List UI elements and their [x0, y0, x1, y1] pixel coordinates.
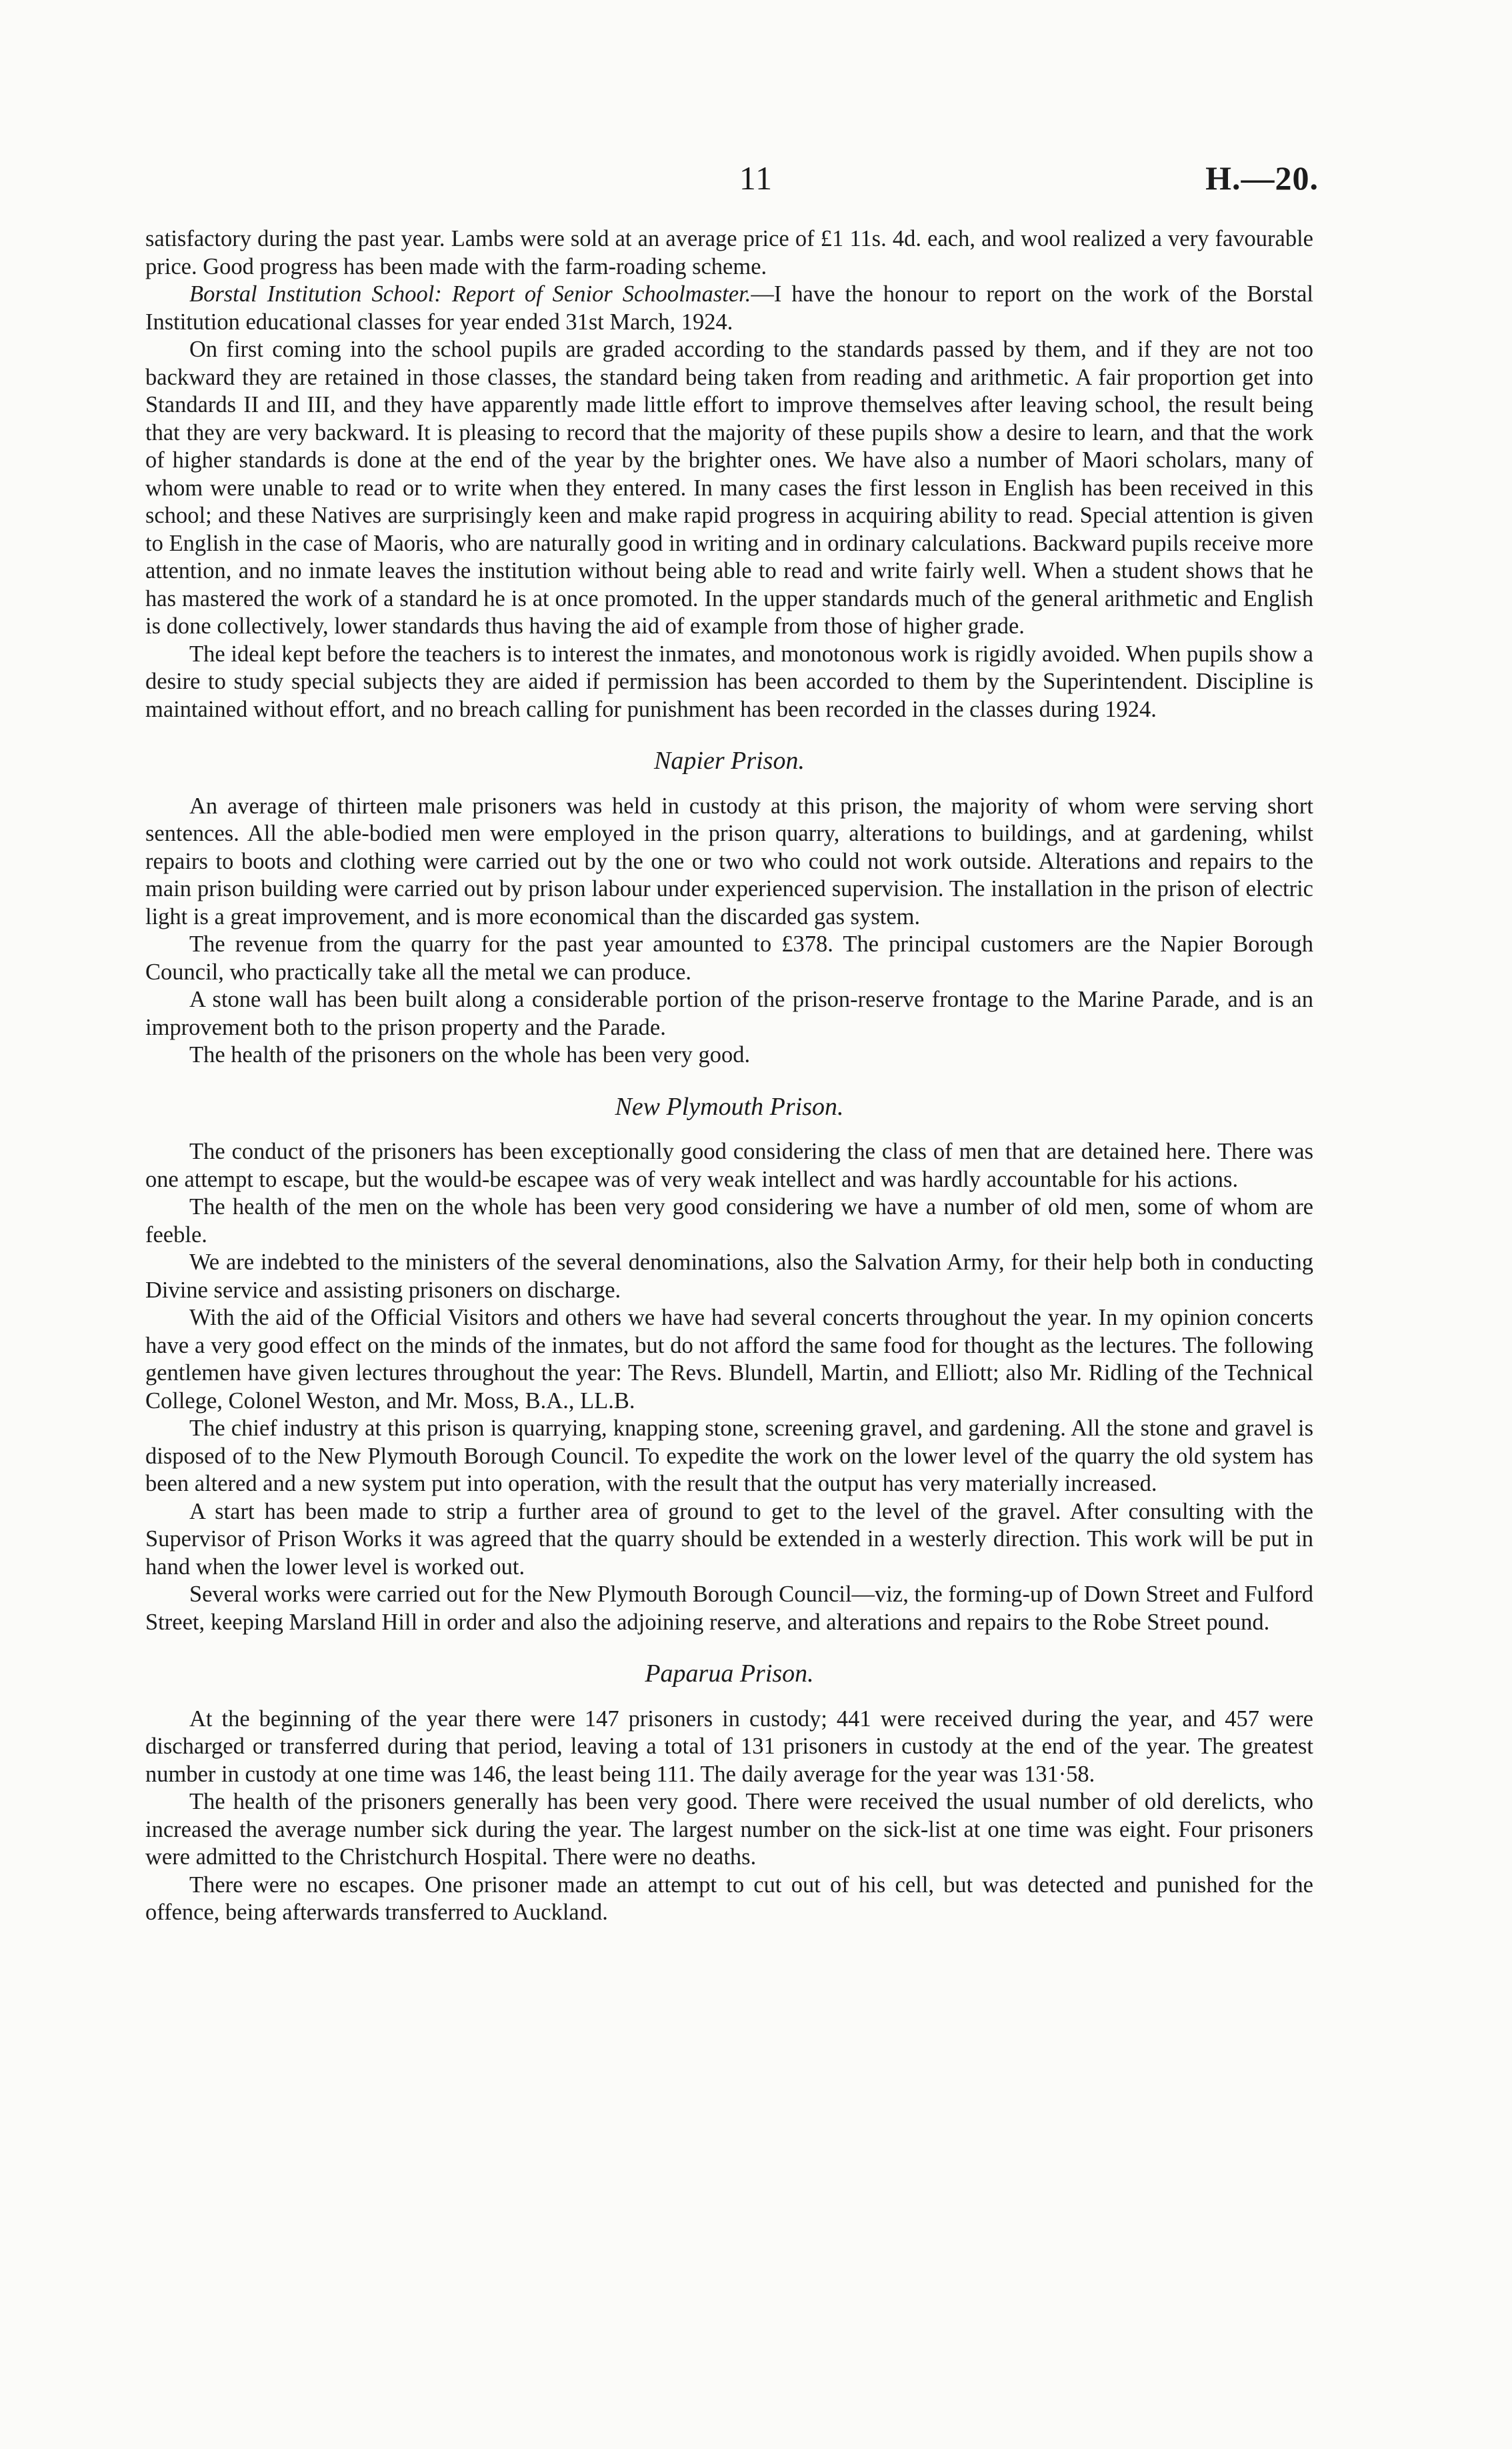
paragraph: The health of the prisoners on the whole has been very good.	[189, 1042, 751, 1067]
run-in-heading: Borstal Institution School: Report of Senior Schoolmaster.	[189, 281, 751, 307]
section-heading: Paparua Prison.	[645, 1660, 814, 1688]
page-number: 11	[739, 159, 773, 197]
paragraph: With the aid of the Official Visitors and others we have had several concerts throughout the year. In my opinion concerts have a very good effect on the minds of the inmates, but do not afford the same food for thought as the lectures. The following gentlemen have given lectures throughout the year: The Revs. Blundell, Martin, and Elliott; also Mr. Ridling of the Technical College, Colonel Weston, and Mr. Moss, B.A., LL.B.	[145, 1305, 1313, 1414]
document-body	[145, 225, 1313, 1927]
paragraph: At the beginning of the year there were 147 prisoners in custody; 441 were received during the year, and 457 were discharged or transferred during that period, leaving a total of 131 prisoners in custody at the end of the year. The greatest number in custody at one time was 146, the least being 111. The daily average for the year was 131·58.	[145, 1706, 1313, 1787]
paragraph: The ideal kept before the teachers is to interest the inmates, and monotonous work is rigidly avoided. When pupils show a desire to study special subjects they are aided if permission has been accorded to them by the Superintendent. Discipline is maintained without effort, and no breach calling for punishment has been recorded in the classes during 1924.	[145, 641, 1313, 722]
section-heading: New Plymouth Prison.	[615, 1092, 844, 1121]
paragraph: Several works were carried out for the New Plymouth Borough Council—viz, the forming-up of Down Street and Fulford Street, keeping Marsland Hill in order and also the adjoining reserve, and alterations and repairs to the Robe Street pound.	[145, 1582, 1313, 1635]
paragraph: A stone wall has been built along a considerable portion of the prison-reserve frontage to the Marine Parade, and is an improvement both to the prison property and the Parade.	[145, 987, 1313, 1040]
paragraph: We are indebted to the ministers of the several denominations, also the Salvation Army, for their help both in conducting Divine service and assisting prisoners on discharge.	[145, 1250, 1313, 1303]
paragraph: The conduct of the prisoners has been exceptionally good considering the class of men that are detained here. There was one attempt to escape, but the would-be escapee was of very weak intellect and was hardly accountable for his actions.	[145, 1139, 1313, 1192]
paragraph: An average of thirteen male prisoners was held in custody at this prison, the majority of whom were serving short sentences. All the able-bodied men were employed in the prison quarry, alterations to buildings, and at gardening, whilst repairs to boots and clothing were carried out by the one or two who could not work outside. Alterations and repairs to the main prison building were carried out by prison labour under experienced supervision. The installation in the prison of electric light is a great improvement, and is more economical than the discarded gas system.	[145, 793, 1313, 929]
borstal-paragraph	[145, 281, 1313, 336]
paragraph: The chief industry at this prison is quarrying, knapping stone, screening gravel, and gardening. All the stone and gravel is disposed of to the New Plymouth Borough Council. To expedite the work on the lower level of the quarry the old system has been altered and a new system put into operation, with the result that the output has very materially increased.	[145, 1416, 1313, 1496]
paragraph-text: —I have the honour to report on the work of the Borstal Institution educational classes for year ended 31st March, 1924.	[145, 281, 1313, 335]
paragraph: satisfactory during the past year. Lambs were sold at an average price of £1 11s. 4d. each, and wool realized a very favourable price. Good progress has been made with the farm-roading scheme.	[145, 226, 1313, 279]
document-reference: H.—20.	[1205, 159, 1319, 197]
paragraph: A start has been made to strip a further area of ground to get to the level of the gravel. After consulting with the Supervisor of Prison Works it was agreed that the quarry should be extended in a westerly direction. This work will be put in hand when the lower level is worked out.	[145, 1498, 1313, 1580]
paragraph: The health of the men on the whole has been very good considering we have a number of old men, some of whom are feeble.	[145, 1194, 1313, 1248]
paragraph: On first coming into the school pupils are graded according to the standards passed by them, and if they are not too backward they are retained in those classes, the standard being taken from reading and arithmetic. A fair proportion get into Standards II and III, and they have apparently made little effort to improve themselves after leaving school, the result being that they are very backward. It is pleasing to record that the majority of these pupils show a desire to learn, and that the work of higher standards is done at the end of the year by the brighter ones. We have also a number of Maori scholars, many of whom were unable to read or to write when they entered. In many cases the first lesson in English has been received in this school; and these Natives are surprisingly keen and make rapid progress in acquiring ability to read. Special attention is given to English in the case of Maoris, who are naturally good in writing and in ordinary calculations. Backward pupils receive more attention, and no inmate leaves the institution without being able to read and write fairly well. When a student shows that he has mastered the work of a standard he is at once promoted. In the upper standards much of the general arithmetic and English is done collectively, lower standards thus having the aid of example from those of higher grade.	[145, 337, 1313, 639]
section-heading: Napier Prison.	[654, 747, 805, 775]
paragraph: There were no escapes. One prisoner made an attempt to cut out of his cell, but was detected and punished for the offence, being afterwards transferred to Auckland.	[145, 1872, 1313, 1925]
paragraph: The revenue from the quarry for the past year amounted to £378. The principal customers are the Napier Borough Council, who practically take all the metal we can produce.	[145, 931, 1313, 985]
paragraph: The health of the prisoners generally has been very good. There were received the usual number of old derelicts, who increased the average number sick during the year. The largest number on the sick-list at one time was eight. Four prisoners were admitted to the Christchurch Hospital. There were no deaths.	[145, 1789, 1313, 1870]
